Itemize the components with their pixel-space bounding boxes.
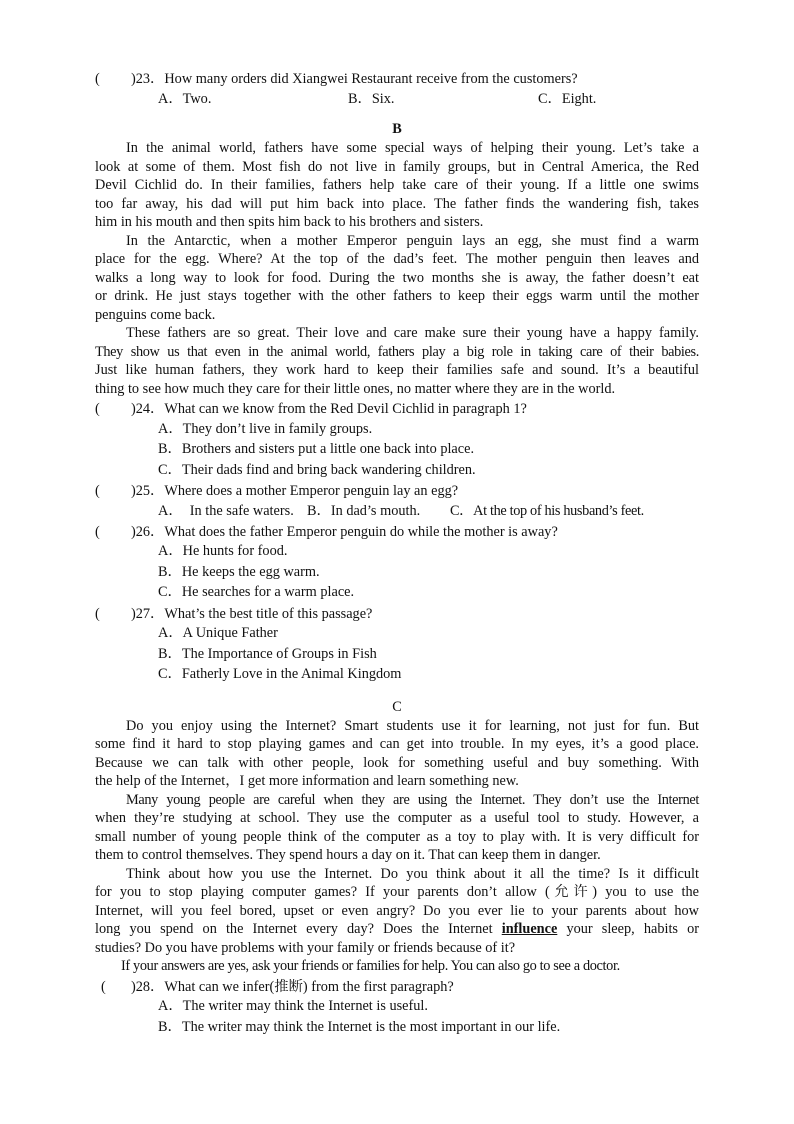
text-fragment: your sleep, habits or bbox=[566, 921, 700, 937]
text-line: studies? Do you have problems with your family or friends because of it? bbox=[95, 939, 516, 956]
q27-option-b[interactable]: B．The Importance of Groups in Fish bbox=[158, 645, 377, 662]
text-line: when they’re studying at school. They use the computer as a useful tool to study. However, a bbox=[95, 810, 699, 826]
q27-option-c[interactable]: C．Fatherly Love in the Animal Kingdom bbox=[158, 666, 402, 682]
section-c-paragraph-2 bbox=[95, 791, 699, 865]
text-line: small number of young people think of the computer as a toy to play with. It is very difficult for bbox=[95, 828, 699, 845]
q25-option-a[interactable]: A． In the safe waters. bbox=[158, 502, 294, 519]
text-line: Many young people are careful when they are using the Internet. They don’t use the Internet bbox=[126, 791, 699, 808]
q28-option-b[interactable]: B．The writer may think the Internet is the most important in our life. bbox=[158, 1018, 561, 1035]
text-line: thing to see how much they care for their little ones, no matter where they are in the world. bbox=[95, 380, 616, 397]
text-line: them to control themselves. They spend hours a day on it. That can keep them in danger. bbox=[95, 847, 601, 863]
text-line: the help of the Internet，I get more information and learn something new. bbox=[95, 773, 519, 789]
text-line: Devil Cichlid do. In their families, fathers help take care of their young. If a little one swims bbox=[95, 177, 699, 193]
section-c-paragraph-3 bbox=[95, 865, 699, 958]
q24-option-c[interactable]: C．Their dads find and bring back wandering children. bbox=[158, 461, 476, 478]
text-line bbox=[95, 920, 699, 939]
question-27-stem: )27．What’s the best title of this passage? bbox=[131, 605, 373, 622]
text-fragment: long you spend on the Internet every day? Does the Internet bbox=[95, 921, 493, 937]
q26-option-a[interactable]: A．He hunts for food. bbox=[158, 543, 288, 559]
question-27 bbox=[95, 605, 699, 624]
answer-blank[interactable]: ( bbox=[95, 523, 100, 540]
answer-blank[interactable]: ( bbox=[95, 71, 100, 87]
q28-option-a[interactable]: A．The writer may think the Internet is useful. bbox=[158, 998, 428, 1014]
q23-option-b[interactable]: B．Six. bbox=[348, 90, 395, 107]
question-25-stem: )25．Where does a mother Emperor penguin lay an egg? bbox=[131, 483, 459, 499]
text-line: walks a long way to look for food. During the two months she is away, the father doesn’t eat bbox=[95, 269, 699, 286]
text-line: These fathers are so great. Their love and care make sure their young have a happy family. bbox=[126, 325, 699, 341]
question-25 bbox=[95, 482, 699, 501]
text-line: for you to stop playing computer games? If your parents don’t allow (允许) you to use the bbox=[95, 884, 699, 900]
text-line: look at some of them. Most fish do not live in family groups, but in Central America, the Red bbox=[95, 158, 699, 175]
answer-blank[interactable]: ( bbox=[95, 483, 100, 499]
answer-blank[interactable]: ( bbox=[101, 978, 106, 995]
question-25-options bbox=[95, 501, 699, 521]
question-24-stem: )24．What can we know from the Red Devil Cichlid in paragraph 1? bbox=[131, 401, 527, 417]
section-c-paragraph-4 bbox=[95, 957, 699, 976]
text-line: Internet, will you feel bored, upset or even angry? Do you ever lie to your parents about how bbox=[95, 902, 699, 919]
text-line: In the Antarctic, when a mother Emperor penguin lays an egg, she must find a warm bbox=[126, 232, 699, 249]
q23-option-a[interactable]: A．Two. bbox=[158, 90, 212, 107]
text-line: Think about how you use the Internet. Do you think about it all the time? Is it difficult bbox=[126, 865, 699, 882]
text-line: place for the egg. Where? At the top of the dad’s feet. The mother penguin then leaves and bbox=[95, 251, 699, 267]
q26-option-c[interactable]: C．He searches for a warm place. bbox=[158, 584, 355, 600]
text-line: They show us that even in the animal world, fathers play a big role in taking care of their babies. bbox=[95, 343, 699, 360]
question-23-stem: )23．How many orders did Xiangwei Restaurant receive from the customers? bbox=[131, 71, 578, 87]
section-b-paragraph-2 bbox=[95, 232, 699, 325]
text-line: In the animal world, fathers have some special ways of helping their young. Let’s take a bbox=[126, 140, 699, 156]
q25-option-c[interactable]: C．At the top of his husband’s feet. bbox=[450, 502, 644, 519]
q24-option-b[interactable]: B．Brothers and sisters put a little one back into place. bbox=[158, 441, 475, 457]
question-26 bbox=[95, 523, 699, 542]
section-b-paragraph-1 bbox=[95, 139, 699, 232]
question-28 bbox=[95, 978, 699, 997]
answer-blank[interactable]: ( bbox=[95, 401, 100, 417]
answer-blank[interactable]: ( bbox=[95, 605, 100, 622]
q27-option-a[interactable]: A．A Unique Father bbox=[158, 625, 278, 641]
q25-option-b[interactable]: B．In dad’s mouth. bbox=[307, 502, 421, 519]
section-b-title: B bbox=[392, 121, 402, 137]
text-line: or drink. He just stays together with the other fathers to keep their eggs warm until the mother bbox=[95, 288, 699, 304]
keyword-influence: influence bbox=[501, 921, 558, 937]
text-line: penguins come back. bbox=[95, 306, 216, 323]
text-line: too far away, his dad will put him back into place. The father finds the wandering fish, takes bbox=[95, 195, 699, 212]
text-line: some find it hard to stop playing games and can get into trouble. In my eyes, it’s a good place. bbox=[95, 736, 699, 752]
question-23-options bbox=[95, 89, 699, 110]
exam-page bbox=[95, 70, 699, 1037]
question-24 bbox=[95, 400, 699, 419]
section-c-paragraph-1 bbox=[95, 717, 699, 791]
section-b-paragraph-3 bbox=[95, 324, 699, 398]
q23-option-c[interactable]: C．Eight. bbox=[538, 90, 597, 107]
q26-option-b[interactable]: B．He keeps the egg warm. bbox=[158, 563, 320, 580]
question-28-stem: )28．What can we infer(推断) from the first paragraph? bbox=[131, 978, 454, 995]
text-line: him in his mouth and then spits him back to his brothers and sisters. bbox=[95, 214, 484, 230]
text-line: Because we can talk with other people, look for something useful and buy something. With bbox=[95, 754, 699, 771]
section-c-title: C bbox=[392, 698, 402, 715]
question-26-stem: )26．What does the father Emperor penguin do while the mother is away? bbox=[131, 523, 558, 540]
q24-option-a[interactable]: A．They don’t live in family groups. bbox=[158, 420, 373, 437]
text-line: If your answers are yes, ask your friends or families for help. You can also go to see a doctor. bbox=[121, 958, 620, 974]
text-line: Just like human fathers, they work hard to keep their families safe and sound. It’s a beautiful bbox=[95, 362, 699, 378]
question-23 bbox=[95, 70, 699, 89]
text-line: Do you enjoy using the Internet? Smart students use it for learning, not just for fun. But bbox=[126, 717, 699, 734]
